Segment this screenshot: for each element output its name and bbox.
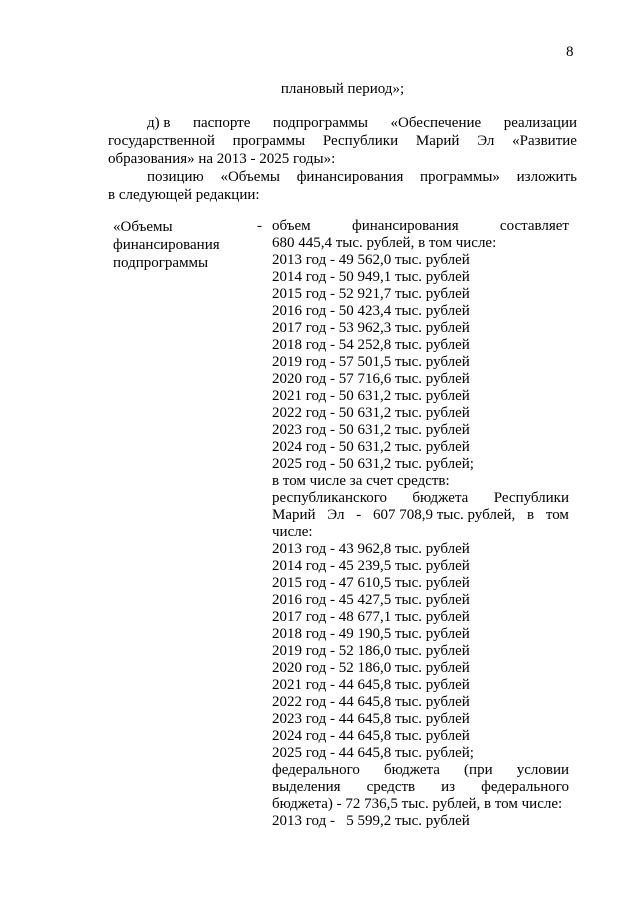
word: бюджета xyxy=(384,762,440,778)
total-year-line: 2024 год - 50 631,2 тыс. рублей xyxy=(272,439,470,455)
word: д) в xyxy=(147,115,171,131)
total-year-line: 2018 год - 54 252,8 тыс. рублей xyxy=(272,337,470,353)
republic-year-line: 2018 год - 49 190,5 тыс. рублей xyxy=(272,626,470,642)
republic-line-1 xyxy=(272,490,569,507)
word: из xyxy=(441,779,456,795)
republic-line-3: числе: xyxy=(272,524,313,540)
intro-line: плановый период»; xyxy=(280,81,405,97)
federal-line-2 xyxy=(272,779,569,796)
word: 607 708,9 тыс. рублей, xyxy=(372,507,516,523)
republic-year-line: 2023 год - 44 645,8 тыс. рублей xyxy=(272,711,470,727)
cell-dash: - xyxy=(257,218,262,234)
page-number: 8 xyxy=(566,44,574,60)
left-cell xyxy=(113,218,263,272)
right-head-line-1 xyxy=(272,218,569,235)
republic-year-line: 2014 год - 45 239,5 тыс. рублей xyxy=(272,558,470,574)
para-d-line-2 xyxy=(108,132,577,150)
word: финансирования xyxy=(351,218,459,234)
total-year-line: 2020 год - 57 716,6 тыс. рублей xyxy=(272,371,470,387)
total-year-line: 2016 год - 50 423,4 тыс. рублей xyxy=(272,303,470,319)
word: Республики xyxy=(493,490,569,506)
word: Эл xyxy=(477,133,495,149)
republic-year-line: 2015 год - 47 610,5 тыс. рублей xyxy=(272,575,470,591)
left-cell-line: подпрограммы xyxy=(113,255,209,271)
word: «Объемы xyxy=(220,169,281,185)
republic-year-line: 2025 год - 44 645,8 тыс. рублей; xyxy=(272,745,474,761)
federal-line-3: бюджета) - 72 736,5 тыс. рублей, в том числе: xyxy=(272,796,563,812)
word: федерального xyxy=(272,762,360,778)
republic-year-line: 2013 год - 43 962,8 тыс. рублей xyxy=(272,541,470,557)
word: программы» xyxy=(420,169,500,185)
left-cell-line: финансирования xyxy=(113,237,220,253)
total-year-line: 2013 год - 49 562,0 тыс. рублей xyxy=(272,252,470,268)
right-head-line-2: 680 445,4 тыс. рублей, в том числе: xyxy=(272,235,497,251)
word: государственной xyxy=(108,133,215,149)
left-cell-line: «Объемы xyxy=(113,219,173,235)
word: позицию xyxy=(147,169,204,185)
total-year-line: 2017 год - 53 962,3 тыс. рублей xyxy=(272,320,470,336)
word: (при xyxy=(464,762,493,778)
word: «Развитие xyxy=(512,133,577,149)
republic-year-line: 2022 год - 44 645,8 тыс. рублей xyxy=(272,694,470,710)
total-year-line: 2021 год - 50 631,2 тыс. рублей xyxy=(272,388,470,404)
sources-intro: в том числе за счет средств: xyxy=(272,473,450,489)
republic-year-line: 2019 год - 52 186,0 тыс. рублей xyxy=(272,643,470,659)
federal-line-1 xyxy=(272,762,569,779)
word: Марий xyxy=(272,507,316,523)
word: бюджета xyxy=(412,490,469,506)
total-year-line: 2014 год - 50 949,1 тыс. рублей xyxy=(272,269,470,285)
total-year-line: 2015 год - 52 921,7 тыс. рублей xyxy=(272,286,470,302)
right-cell xyxy=(272,218,569,830)
word: федерального xyxy=(481,779,569,795)
para-d-line-3: образования» на 2013 - 2025 годы»: xyxy=(108,151,336,167)
word: изложить xyxy=(516,169,577,185)
para-pos-line-2: в следующей редакции: xyxy=(108,187,260,203)
word: Республики xyxy=(322,133,399,149)
word: составляет xyxy=(499,218,569,234)
word: средств xyxy=(366,779,416,795)
word: Марий xyxy=(415,133,460,149)
total-year-line: 2019 год - 57 501,5 тыс. рублей xyxy=(272,354,470,370)
republic-year-line: 2024 год - 44 645,8 тыс. рублей xyxy=(272,728,470,744)
total-year-line: 2023 год - 50 631,2 тыс. рублей xyxy=(272,422,470,438)
republic-year-line: 2017 год - 48 677,1 тыс. рублей xyxy=(272,609,470,625)
word: «Обеспечение xyxy=(390,115,482,131)
word: выделения xyxy=(272,779,341,795)
word: том xyxy=(545,507,569,523)
word: республиканского xyxy=(272,490,387,506)
word: подпрограммы xyxy=(272,115,368,131)
republic-year-line: 2020 год - 52 186,0 тыс. рублей xyxy=(272,660,470,676)
word: паспорте xyxy=(192,115,251,131)
word: финансирования xyxy=(296,169,404,185)
word: условии xyxy=(516,762,569,778)
word: в xyxy=(527,507,535,523)
word: объем xyxy=(272,218,311,234)
word: - xyxy=(356,507,362,523)
word: Эл xyxy=(327,507,345,523)
total-year-line: 2025 год - 50 631,2 тыс. рублей; xyxy=(272,456,474,472)
republic-line-2 xyxy=(272,507,569,524)
word: реализации xyxy=(503,115,577,131)
word: программы xyxy=(232,133,306,149)
republic-year-line: 2016 год - 45 427,5 тыс. рублей xyxy=(272,592,470,608)
republic-year-line: 2021 год - 44 645,8 тыс. рублей xyxy=(272,677,470,693)
total-year-line: 2022 год - 50 631,2 тыс. рублей xyxy=(272,405,470,421)
para-d-line-1 xyxy=(147,114,577,132)
para-pos-line-1 xyxy=(147,168,577,186)
federal-year-line: 2013 год - 5 599,2 тыс. рублей xyxy=(272,813,470,829)
